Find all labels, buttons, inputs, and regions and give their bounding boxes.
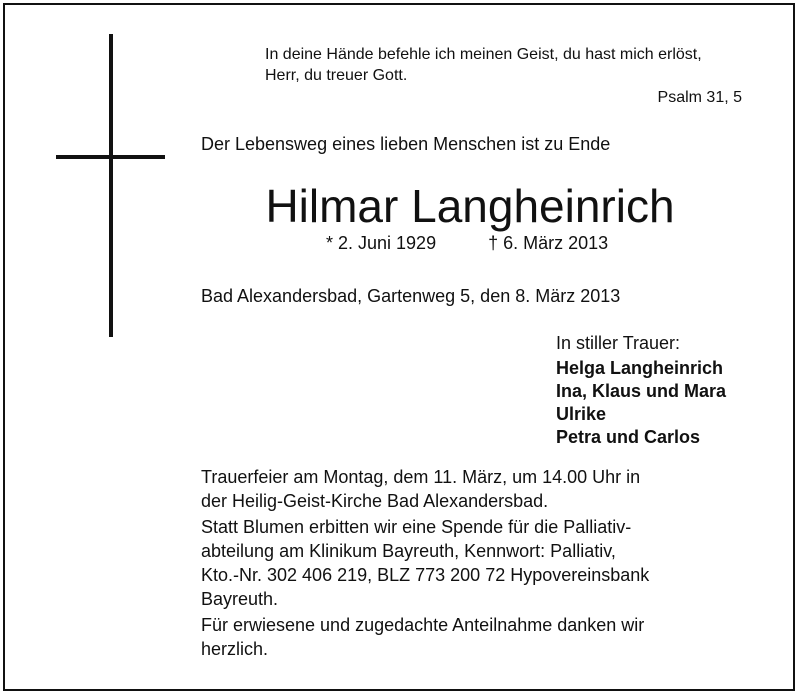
notice-line: Trauerfeier am Montag, dem 11. März, um 14.00 Uhr in bbox=[201, 467, 641, 487]
mourner-name: Ina, Klaus und Mara bbox=[556, 381, 727, 401]
notice-line: abteilung am Klinikum Bayreuth, Kennwort: Palliativ, bbox=[201, 541, 616, 561]
thanks-info bbox=[201, 613, 761, 661]
verse-reference: Psalm 31, 5 bbox=[657, 89, 742, 106]
mourner-name: Helga Langheinrich bbox=[556, 358, 724, 378]
mourners-block bbox=[556, 332, 726, 449]
death-date: † 6. März 2013 bbox=[488, 233, 609, 253]
bible-verse bbox=[265, 44, 702, 86]
donation-info bbox=[201, 515, 761, 611]
cross-horizontal-bar bbox=[56, 155, 165, 159]
notice-line: Für erwiesene und zugedachte Anteilnahme danken wir bbox=[201, 615, 645, 635]
life-dates bbox=[326, 232, 608, 254]
place-and-date: Bad Alexandersbad, Gartenweg 5, den 8. März 2013 bbox=[201, 286, 621, 306]
mourner-name: Petra und Carlos bbox=[556, 427, 701, 447]
birth-date: * 2. Juni 1929 bbox=[326, 233, 437, 253]
intro-text: Der Lebensweg eines lieben Menschen ist zu Ende bbox=[201, 134, 611, 154]
verse-line: In deine Hände befehle ich meinen Geist, du hast mich erlöst, bbox=[265, 46, 702, 63]
notice-line: Kto.-Nr. 302 406 219, BLZ 773 200 72 Hypovereinsbank bbox=[201, 565, 650, 585]
notice-line: der Heilig-Geist-Kirche Bad Alexandersbad. bbox=[201, 491, 549, 511]
mourner-name: Ulrike bbox=[556, 404, 607, 424]
deceased-name: Hilmar Langheinrich bbox=[265, 180, 675, 232]
mourners-heading: In stiller Trauer: bbox=[556, 333, 681, 353]
verse-line: Herr, du treuer Gott. bbox=[265, 67, 408, 84]
funeral-notice bbox=[201, 465, 761, 663]
funeral-info bbox=[201, 465, 761, 513]
notice-line: herzlich. bbox=[201, 639, 269, 659]
notice-line: Statt Blumen erbitten wir eine Spende für die Palliativ- bbox=[201, 517, 632, 537]
notice-line: Bayreuth. bbox=[201, 589, 279, 609]
